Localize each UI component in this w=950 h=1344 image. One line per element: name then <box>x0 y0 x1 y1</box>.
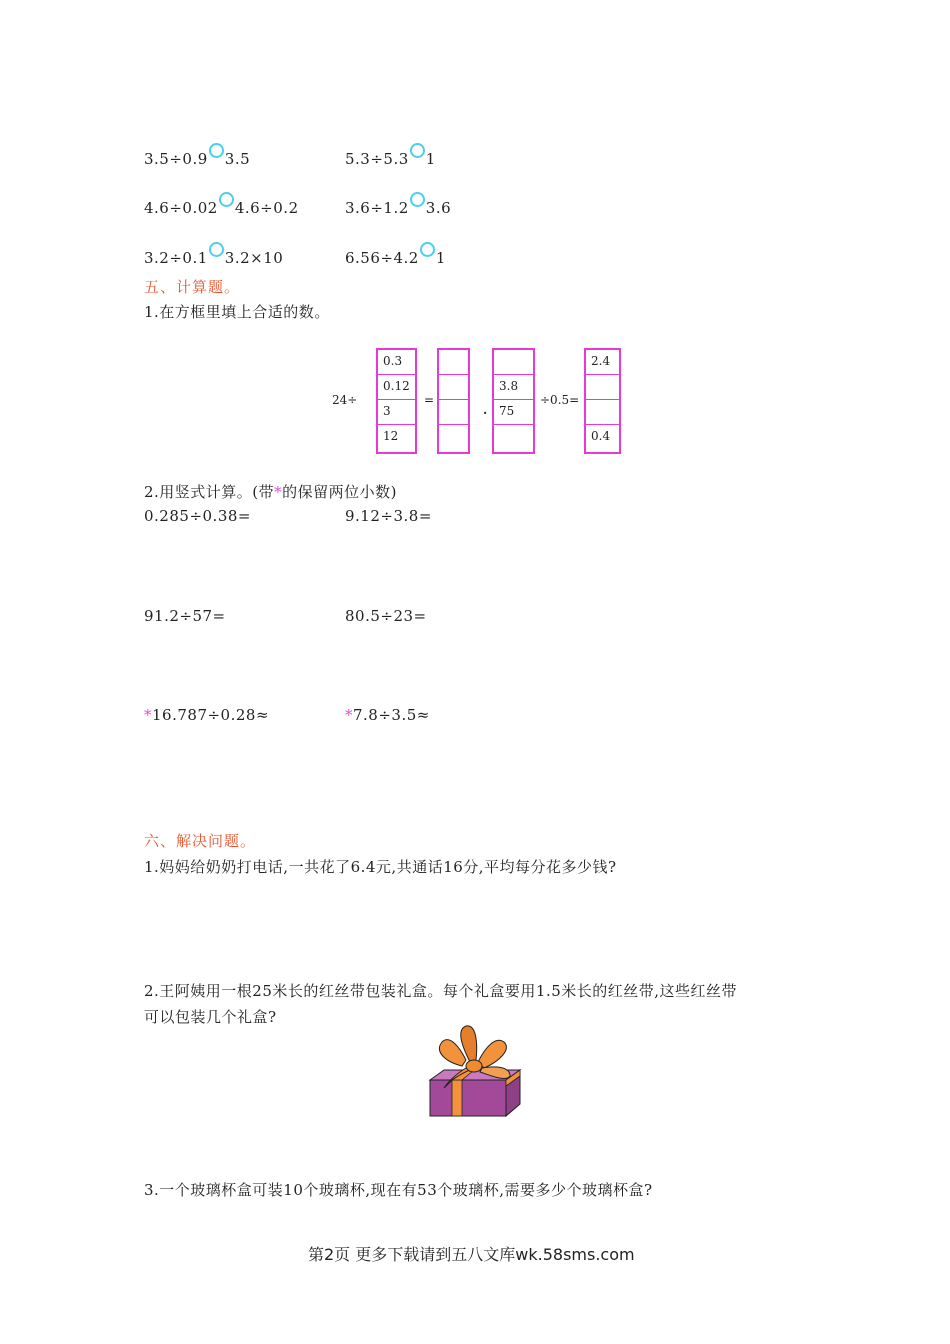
calc-expression: 0.285÷0.38= <box>144 507 251 525</box>
puzzle-cell: 2.4 <box>586 350 619 375</box>
puzzle-cell[interactable] <box>494 425 533 450</box>
calc-item <box>144 607 226 625</box>
calc-expression: 16.787÷0.28≈ <box>152 706 270 724</box>
comparison-left: 4.6÷0.02 <box>144 199 218 217</box>
star-marker: * <box>345 706 353 724</box>
puzzle-dot: . <box>483 403 488 417</box>
q2-text: 的保留两位小数) <box>282 483 398 501</box>
comparison-right: 3.2×10 <box>224 249 284 267</box>
puzzle-cell-blank[interactable] <box>439 425 468 450</box>
star-marker: * <box>274 483 283 501</box>
q2-text: 2.用竖式计算。(带 <box>144 483 275 501</box>
comparison-right: 4.6÷0.2 <box>234 199 299 217</box>
puzzle-cell[interactable] <box>586 400 619 425</box>
section-5-heading: 五、计算题。 <box>144 278 241 296</box>
puzzle-cell: 0.3 <box>378 350 415 375</box>
answer-circle[interactable] <box>209 242 224 257</box>
comparison-right: 3.6 <box>425 199 452 217</box>
puzzle-column-3 <box>492 348 535 454</box>
gift-box-icon <box>426 1022 524 1118</box>
comparison-5 <box>144 242 283 267</box>
puzzle-cell: 0.12 <box>378 375 415 400</box>
comparison-right: 1 <box>435 249 446 267</box>
puzzle-column-2[interactable] <box>437 348 470 454</box>
answer-circle[interactable] <box>219 192 234 207</box>
comparison-left: 3.5÷0.9 <box>144 150 208 168</box>
puzzle-divide: ÷0.5= <box>540 393 580 407</box>
comparison-4 <box>345 192 451 217</box>
problem-2-line-1: 2.王阿姨用一根25米长的红丝带包装礼盒。每个礼盒要用1.5米长的红丝带,这些红丝带 <box>144 982 738 1000</box>
puzzle-cell: 3.8 <box>494 375 533 400</box>
star-marker: * <box>144 706 152 724</box>
calc-item <box>345 507 432 525</box>
calc-expression: 80.5÷23= <box>345 607 427 625</box>
answer-circle[interactable] <box>410 143 425 158</box>
answer-circle[interactable] <box>410 192 425 207</box>
comparison-6 <box>345 242 446 267</box>
comparison-left: 6.56÷4.2 <box>345 249 419 267</box>
comparison-2 <box>345 143 436 168</box>
calc-expression: 7.8÷3.5≈ <box>353 706 430 724</box>
calc-item <box>144 507 251 525</box>
puzzle-column-1 <box>376 348 417 454</box>
puzzle-prefix: 24÷ <box>332 393 358 407</box>
puzzle-cell: 12 <box>383 429 399 443</box>
comparison-left: 3.6÷1.2 <box>345 199 409 217</box>
answer-circle[interactable] <box>420 242 435 257</box>
puzzle-cell-blank[interactable] <box>439 350 468 375</box>
comparison-3 <box>144 192 299 217</box>
puzzle-cell: 3 <box>378 400 415 425</box>
calc-item <box>144 706 269 724</box>
puzzle-cell-blank[interactable] <box>439 375 468 400</box>
puzzle-cell-blank[interactable] <box>439 400 468 425</box>
puzzle-column-4 <box>584 348 621 454</box>
puzzle-equals: = <box>424 393 435 407</box>
calc-item <box>345 607 427 625</box>
question-2-prompt <box>144 481 397 502</box>
puzzle-cell[interactable] <box>494 350 533 375</box>
puzzle-cell[interactable] <box>586 375 619 400</box>
answer-circle[interactable] <box>209 143 224 158</box>
question-1-prompt: 1.在方框里填上合适的数。 <box>144 303 330 321</box>
puzzle-cell: 75 <box>494 400 533 425</box>
comparison-right: 3.5 <box>224 150 251 168</box>
problem-1: 1.妈妈给奶奶打电话,一共花了6.4元,共通话16分,平均每分花多少钱? <box>144 858 617 876</box>
comparison-left: 3.2÷0.1 <box>144 249 208 267</box>
section-6-heading: 六、解决问题。 <box>144 832 257 850</box>
problem-2-line-2: 可以包装几个礼盒? <box>144 1008 277 1026</box>
problem-3: 3.一个玻璃杯盒可装10个玻璃杯,现在有53个玻璃杯,需要多少个玻璃杯盒? <box>144 1181 653 1199</box>
calc-expression: 9.12÷3.8= <box>345 507 432 525</box>
calc-expression: 91.2÷57= <box>144 607 226 625</box>
page-footer: 第2页 更多下载请到五八文库wk.58sms.com <box>308 1245 635 1264</box>
comparison-right: 1 <box>425 150 436 168</box>
comparison-left: 5.3÷5.3 <box>345 150 409 168</box>
calc-item <box>345 706 430 724</box>
comparison-1 <box>144 143 250 168</box>
puzzle-cell: 0.4 <box>591 429 611 443</box>
